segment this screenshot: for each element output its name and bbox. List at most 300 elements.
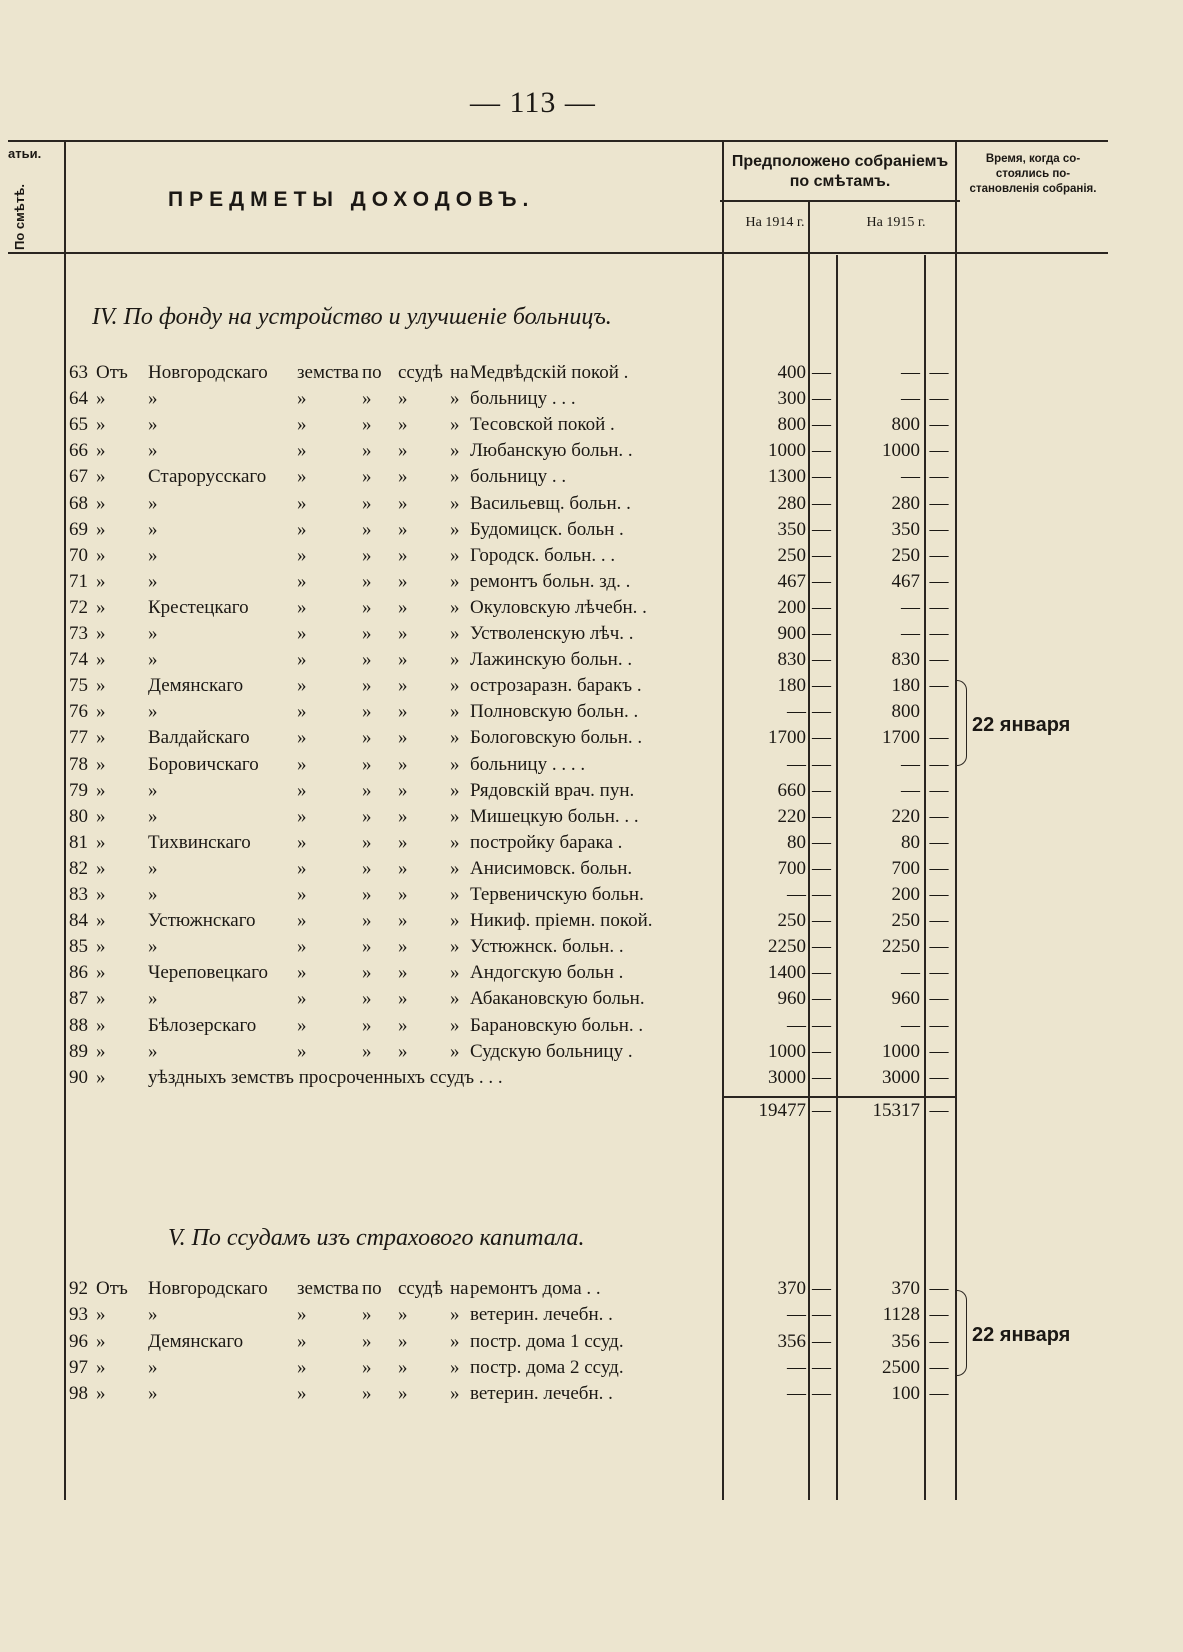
row-word-ssude: »: [398, 1383, 408, 1405]
row-kop-1915: —: [929, 518, 949, 540]
row-zemstvo: »: [148, 544, 158, 566]
row-word-ssude: ссудѣ: [398, 1278, 443, 1299]
row-word-po: »: [362, 727, 372, 749]
row-amount-1915: 1128: [882, 1304, 920, 1326]
row-amount-1914: —: [787, 1014, 806, 1036]
table-row: [0, 519, 1183, 545]
row-prefix: »: [96, 727, 106, 749]
row-word-zemstva: »: [297, 492, 307, 514]
row-kop-1915: —: [929, 440, 949, 462]
row-destination: постройку барака .: [470, 831, 623, 853]
row-word-po: »: [362, 805, 372, 827]
row-zemstvo: »: [148, 649, 158, 671]
row-word-na: »: [450, 910, 460, 932]
row-amount-1914: 200: [777, 596, 806, 618]
row-zemstvo: »: [148, 805, 158, 827]
row-number: 73: [69, 623, 88, 644]
row-word-po: »: [362, 544, 372, 566]
row-number: 96: [69, 1330, 88, 1352]
row-word-na: »: [450, 492, 460, 514]
row-word-na: »: [450, 518, 460, 540]
row-destination: острозаразн. баракъ .: [470, 675, 642, 697]
row-kop-1914: —: [812, 962, 831, 984]
row-number: 82: [69, 857, 88, 879]
row-word-ssude: »: [398, 727, 408, 749]
row-word-na: »: [450, 623, 460, 644]
row-word-na: »: [450, 440, 460, 462]
row-kop-1915: —: [929, 492, 949, 514]
row-amount-1915: 700: [891, 857, 920, 879]
row-word-ssude: »: [398, 1040, 408, 1062]
row-number: 88: [69, 1014, 88, 1036]
row-amount-1914: —: [787, 1383, 806, 1405]
row-word-po: »: [362, 701, 372, 723]
row-zemstvo: Бѣлозерскаго: [148, 1014, 257, 1036]
row-amount-1914: 180: [777, 675, 806, 697]
row-amount-1914: 1000: [768, 440, 806, 462]
row-amount-1915: —: [901, 596, 920, 618]
row-kop-1915: —: [929, 910, 949, 932]
row-kop-1915: —: [929, 988, 949, 1010]
row-amount-1915: 280: [891, 492, 920, 514]
row-word-po: »: [362, 1356, 372, 1378]
date-brace-5: [956, 1290, 967, 1376]
row-amount-1915: 2500: [882, 1356, 920, 1378]
row-word-na: »: [450, 649, 460, 671]
table-row: [0, 1383, 1183, 1409]
date-brace-4: [956, 680, 967, 766]
row-kop-1915: —: [929, 362, 949, 383]
row-amount-1914: —: [787, 884, 806, 905]
row-destination: Васильевщ. больн. .: [470, 492, 631, 514]
row-amount-1914: 960: [777, 988, 806, 1010]
row-kop-1915: —: [929, 1278, 949, 1299]
row-prefix: »: [96, 466, 106, 488]
row-amount-1915: —: [901, 362, 920, 383]
row-kop-1914: —: [812, 831, 831, 853]
row-word-ssude: »: [398, 1014, 408, 1036]
row-prefix: »: [96, 675, 106, 697]
row-amount-1915: 250: [891, 544, 920, 566]
row-number: 63: [69, 362, 88, 383]
row-kop-1914: —: [812, 753, 831, 775]
row-destination: Андогскую больн .: [470, 962, 624, 984]
row-word-ssude: »: [398, 518, 408, 540]
row-word-ssude: »: [398, 544, 408, 566]
row-word-ssude: »: [398, 962, 408, 984]
row-amount-1915: 467: [891, 570, 920, 592]
row-word-po: »: [362, 988, 372, 1010]
row-kop-1914: —: [812, 1014, 831, 1036]
row-number: 65: [69, 414, 88, 436]
row-number: 89: [69, 1040, 88, 1062]
table-row: [0, 988, 1183, 1014]
row-word-ssude: »: [398, 414, 408, 436]
row-amount-1915: 370: [891, 1278, 920, 1299]
row-prefix: »: [96, 910, 106, 932]
table-row: [0, 649, 1183, 675]
row-zemstvo: »: [148, 1383, 158, 1405]
row-amount-1915: —: [901, 1014, 920, 1036]
date-note-4: 22 января: [972, 714, 1071, 736]
row-number: 97: [69, 1356, 88, 1378]
row-word-na: »: [450, 857, 460, 879]
page-number: — 113 —: [470, 86, 596, 119]
row-word-zemstva: »: [297, 727, 307, 749]
total-1915: 15317: [872, 1100, 920, 1121]
row-destination: Никиф. пріемн. покой.: [470, 910, 653, 932]
row-prefix: »: [96, 1014, 106, 1036]
row-kop-1915: —: [929, 570, 949, 592]
row-word-ssude: »: [398, 936, 408, 958]
row-number: 98: [69, 1383, 88, 1405]
row-number: 66: [69, 440, 88, 462]
row-zemstvo: Новгородскаго: [148, 362, 268, 383]
row-kop-1914: —: [812, 701, 831, 723]
row-word-po: »: [362, 936, 372, 958]
row-word-zemstva: »: [297, 570, 307, 592]
row-prefix: »: [96, 857, 106, 879]
row-prefix: »: [96, 1040, 106, 1062]
row-number: 92: [69, 1278, 88, 1299]
row-number: 86: [69, 962, 88, 984]
row-amount-1915: 800: [891, 414, 920, 436]
row-prefix: »: [96, 936, 106, 958]
row-word-na: »: [450, 779, 460, 801]
row-amount-1914: 3000: [768, 1066, 806, 1088]
row-destination: Будомицск. больн .: [470, 518, 624, 540]
row-word-ssude: ссудѣ: [398, 362, 443, 383]
row-prefix: »: [96, 414, 106, 436]
row-amount-1914: 356: [777, 1330, 806, 1352]
row-word-po: »: [362, 414, 372, 436]
row-number: 87: [69, 988, 88, 1010]
row-amount-1915: 100: [891, 1383, 920, 1405]
row-amount-1914: 250: [777, 544, 806, 566]
row-word-ssude: »: [398, 753, 408, 775]
row-zemstvo: »: [148, 988, 158, 1010]
row-number: 74: [69, 649, 88, 671]
row-amount-1914: 300: [777, 388, 806, 410]
row-destination: ветерин. лечебн. .: [470, 1304, 613, 1326]
table-row: [0, 1278, 1183, 1304]
row-zemstvo: »: [148, 570, 158, 592]
row-word-po: по: [362, 362, 382, 383]
total-k2: —: [929, 1100, 949, 1121]
row-word-na: »: [450, 596, 460, 618]
row-word-po: »: [362, 623, 372, 644]
row-word-po: »: [362, 831, 372, 853]
row-kop-1914: —: [812, 649, 831, 671]
row-word-zemstva: »: [297, 831, 307, 853]
row-kop-1914: —: [812, 414, 831, 436]
table-row: [0, 1041, 1183, 1067]
row-kop-1915: —: [929, 414, 949, 436]
row-word-na: »: [450, 805, 460, 827]
row-amount-1914: 700: [777, 857, 806, 879]
row-word-zemstva: »: [297, 1014, 307, 1036]
row-word-po: »: [362, 1304, 372, 1326]
row-word-ssude: »: [398, 1304, 408, 1326]
row-word-zemstva: »: [297, 1383, 307, 1405]
row-number: 80: [69, 805, 88, 827]
row-zemstvo: »: [148, 701, 158, 723]
table-row: [0, 362, 1183, 388]
row-kop-1914: —: [812, 570, 831, 592]
table-row: [0, 1067, 1183, 1093]
row-prefix: »: [96, 701, 106, 723]
row-amount-1915: 220: [891, 805, 920, 827]
row-kop-1914: —: [812, 988, 831, 1010]
row-word-na: »: [450, 936, 460, 958]
row-zemstvo: »: [148, 857, 158, 879]
row-kop-1914: —: [812, 1278, 831, 1299]
row-word-na: »: [450, 1040, 460, 1062]
row-kop-1914: —: [812, 779, 831, 801]
row-word-zemstva: »: [297, 596, 307, 618]
row-number: 70: [69, 544, 88, 566]
row-prefix: Отъ: [96, 1278, 128, 1299]
table-row: [0, 754, 1183, 780]
row-kop-1914: —: [812, 1066, 831, 1088]
row-prefix: »: [96, 570, 106, 592]
row-amount-1914: 830: [777, 649, 806, 671]
row-kop-1914: —: [812, 936, 831, 958]
row-prefix: »: [96, 1066, 106, 1088]
row-word-po: »: [362, 596, 372, 618]
row-prefix: »: [96, 1356, 106, 1378]
header-stati: атьи.: [8, 146, 42, 161]
row-destination: Барановскую больн. .: [470, 1014, 644, 1036]
row-zemstvo: уѣздныхъ земствъ просроченныхъ ссудъ . . .: [148, 1066, 503, 1088]
row-word-zemstva: »: [297, 936, 307, 958]
row-zemstvo: »: [148, 492, 158, 514]
row-zemstvo: »: [148, 1356, 158, 1378]
row-word-zemstva: »: [297, 1356, 307, 1378]
row-prefix: »: [96, 492, 106, 514]
row-amount-1915: —: [901, 466, 920, 488]
row-amount-1914: 2250: [768, 936, 806, 958]
row-word-na: »: [450, 544, 460, 566]
row-word-zemstva: »: [297, 440, 307, 462]
row-number: 75: [69, 675, 88, 697]
table-row: [0, 545, 1183, 571]
row-kop-1914: —: [812, 1304, 831, 1326]
row-zemstvo: »: [148, 1040, 158, 1062]
row-word-po: по: [362, 1278, 382, 1299]
row-prefix: »: [96, 388, 106, 410]
section-5-title: V. По ссудамъ изъ страхового капитала.: [168, 1225, 585, 1251]
row-amount-1915: —: [901, 779, 920, 801]
row-prefix: »: [96, 1304, 106, 1326]
row-kop-1915: —: [929, 596, 949, 618]
total-1914: 19477: [758, 1100, 806, 1121]
row-kop-1914: —: [812, 466, 831, 488]
row-number: 76: [69, 701, 88, 723]
row-number: 72: [69, 596, 88, 618]
row-word-zemstva: »: [297, 962, 307, 984]
header-po-smete: По смѣтѣ.: [12, 184, 27, 250]
row-word-po: »: [362, 1014, 372, 1036]
row-kop-1914: —: [812, 884, 831, 905]
row-word-na: »: [450, 753, 460, 775]
row-destination: Окуловскую лѣчебн. .: [470, 596, 647, 618]
row-destination: Судскую больницу .: [470, 1040, 633, 1062]
row-kop-1915: —: [929, 936, 949, 958]
row-word-po: »: [362, 492, 372, 514]
row-word-na: »: [450, 962, 460, 984]
row-prefix: »: [96, 779, 106, 801]
row-kop-1914: —: [812, 1330, 831, 1352]
row-prefix: »: [96, 962, 106, 984]
row-word-po: »: [362, 884, 372, 905]
row-prefix: »: [96, 1330, 106, 1352]
row-word-ssude: »: [398, 988, 408, 1010]
table-row: [0, 571, 1183, 597]
row-word-ssude: »: [398, 492, 408, 514]
row-word-na: »: [450, 988, 460, 1010]
row-amount-1915: 350: [891, 518, 920, 540]
row-word-po: »: [362, 1040, 372, 1062]
row-word-zemstva: »: [297, 388, 307, 410]
row-amount-1915: —: [901, 962, 920, 984]
table-row: [0, 414, 1183, 440]
table-row: [0, 910, 1183, 936]
row-destination: больницу . . . .: [470, 753, 586, 775]
row-word-na: на: [450, 362, 469, 383]
row-number: 71: [69, 570, 88, 592]
row-zemstvo: Новгородскаго: [148, 1278, 268, 1299]
row-word-na: »: [450, 414, 460, 436]
row-word-po: »: [362, 518, 372, 540]
row-word-zemstva: »: [297, 649, 307, 671]
row-word-zemstva: »: [297, 753, 307, 775]
row-word-ssude: »: [398, 649, 408, 671]
row-prefix: »: [96, 518, 106, 540]
row-kop-1914: —: [812, 675, 831, 697]
row-destination: постр. дома 2 ссуд.: [470, 1356, 624, 1378]
row-zemstvo: »: [148, 1304, 158, 1326]
row-amount-1915: 356: [891, 1330, 920, 1352]
table-row: [0, 884, 1183, 910]
row-kop-1915: —: [929, 1066, 949, 1088]
row-word-na: »: [450, 727, 460, 749]
row-amount-1915: 250: [891, 910, 920, 932]
row-zemstvo: Старорусскаго: [148, 466, 267, 488]
row-destination: Рядовскій врач. пун.: [470, 779, 635, 801]
row-destination: больницу . . .: [470, 388, 576, 410]
row-word-zemstva: земства: [297, 362, 359, 383]
table-row: [0, 780, 1183, 806]
table-row: [0, 936, 1183, 962]
row-word-po: »: [362, 388, 372, 410]
row-word-ssude: »: [398, 596, 408, 618]
row-destination: Полновскую больн. .: [470, 701, 639, 723]
row-amount-1914: 350: [777, 518, 806, 540]
row-zemstvo: »: [148, 388, 158, 410]
row-kop-1914: —: [812, 440, 831, 462]
row-destination: ветерин. лечебн. .: [470, 1383, 613, 1405]
row-amount-1915: 960: [891, 988, 920, 1010]
row-word-ssude: »: [398, 466, 408, 488]
row-prefix: »: [96, 831, 106, 853]
table-row: [0, 832, 1183, 858]
row-destination: больницу . .: [470, 466, 567, 488]
row-zemstvo: »: [148, 518, 158, 540]
row-word-na: »: [450, 1383, 460, 1405]
row-amount-1914: 1700: [768, 727, 806, 749]
row-amount-1914: —: [787, 753, 806, 775]
row-prefix: »: [96, 1383, 106, 1405]
row-word-na: »: [450, 1304, 460, 1326]
row-word-na: »: [450, 1014, 460, 1036]
row-word-ssude: »: [398, 910, 408, 932]
row-word-po: »: [362, 753, 372, 775]
row-word-na: »: [450, 1356, 460, 1378]
row-amount-1914: 250: [777, 910, 806, 932]
row-destination: Бологовскую больн. .: [470, 727, 643, 749]
row-word-zemstva: земства: [297, 1278, 359, 1299]
row-word-ssude: »: [398, 440, 408, 462]
row-zemstvo: Демянскаго: [148, 675, 244, 697]
row-kop-1914: —: [812, 362, 831, 383]
row-amount-1914: 220: [777, 805, 806, 827]
row-number: 81: [69, 831, 88, 853]
row-zemstvo: »: [148, 884, 158, 905]
row-prefix: Отъ: [96, 362, 128, 383]
row-word-zemstva: »: [297, 623, 307, 644]
row-zemstvo: Устюжнскаго: [148, 910, 256, 932]
row-amount-1915: 830: [891, 649, 920, 671]
row-amount-1914: 1000: [768, 1040, 806, 1062]
row-amount-1915: —: [901, 623, 920, 644]
row-word-ssude: »: [398, 779, 408, 801]
row-destination: Лажинскую больн. .: [470, 649, 633, 671]
table-row: [0, 858, 1183, 884]
row-word-na: »: [450, 466, 460, 488]
table-row: [0, 597, 1183, 623]
row-word-po: »: [362, 779, 372, 801]
row-destination: Медвѣдскій покой .: [470, 362, 629, 383]
row-word-zemstva: »: [297, 779, 307, 801]
row-word-zemstva: »: [297, 1040, 307, 1062]
row-word-ssude: »: [398, 831, 408, 853]
row-number: 68: [69, 492, 88, 514]
row-amount-1914: 467: [777, 570, 806, 592]
row-word-zemstva: »: [297, 518, 307, 540]
row-word-zemstva: »: [297, 414, 307, 436]
row-word-ssude: »: [398, 701, 408, 723]
row-amount-1914: 660: [777, 779, 806, 801]
row-amount-1915: 180: [891, 675, 920, 697]
row-amount-1914: 1400: [768, 962, 806, 984]
row-number: 85: [69, 936, 88, 958]
row-word-na: »: [450, 570, 460, 592]
row-kop-1915: —: [929, 884, 949, 905]
row-kop-1915: —: [929, 1330, 949, 1352]
row-word-ssude: »: [398, 388, 408, 410]
row-zemstvo: »: [148, 779, 158, 801]
row-word-ssude: »: [398, 623, 408, 644]
table-row: [0, 675, 1183, 701]
row-kop-1915: —: [929, 466, 949, 488]
row-kop-1915: —: [929, 1014, 949, 1036]
row-number: 69: [69, 518, 88, 540]
row-kop-1915: —: [929, 753, 949, 775]
row-amount-1914: —: [787, 1356, 806, 1378]
row-word-po: »: [362, 649, 372, 671]
header-vremya: Время, когда со- стоялись по- становленія собранія.: [969, 153, 1097, 195]
